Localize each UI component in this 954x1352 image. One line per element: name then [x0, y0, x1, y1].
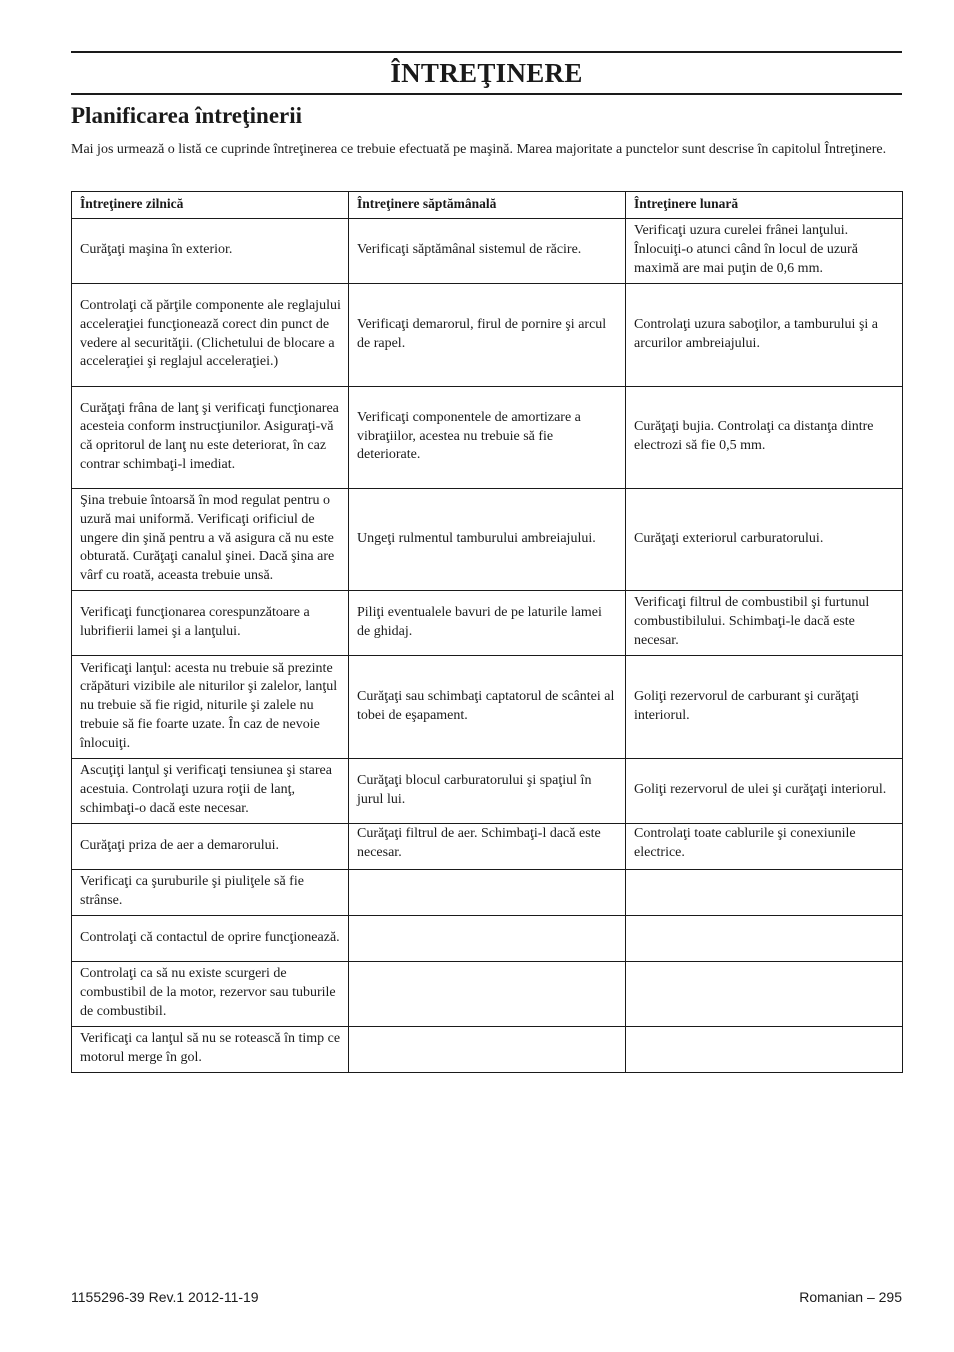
table-row: [72, 489, 903, 591]
cell-weekly: Verificaţi componentele de amortizare a vibraţiilor, acestea nu trebuie să fie deteriorate.: [349, 387, 626, 489]
table-row: [72, 387, 903, 489]
cell-monthly: Controlaţi uzura saboţilor, a tamburului şi a arcurilor ambreiajului.: [626, 284, 903, 387]
table-row: [72, 824, 903, 870]
cell-weekly: Verificaţi demarorul, firul de pornire şi arcul de rapel.: [349, 284, 626, 387]
subtitle: Planificarea întreţinerii: [71, 103, 303, 128]
cell-daily: Verificaţi lanţul: acesta nu trebuie să prezinte crăpături vizibile ale niturilor şi zalelor, lanţul nu trebuie să fie rigid, niturile şi zalele nu trebuie să fie foarte uzate. În caz de nevoie înlocuiţi.: [72, 656, 349, 759]
cell-daily: Curăţaţi maşina în exterior.: [72, 219, 349, 284]
footer-document-id: 1155296-39 Rev.1 2012-11-19: [71, 1289, 259, 1305]
cell-daily: Ascuţiţi lanţul şi verificaţi tensiunea şi starea acestuia. Controlaţi uzura roţii de lanţ, schimbaţi-o dacă este necesar.: [72, 759, 349, 824]
cell-monthly: [626, 870, 903, 916]
cell-monthly: [626, 1027, 903, 1073]
cell-daily: Curăţaţi priza de aer a demarorului.: [72, 824, 349, 870]
cell-monthly: Curăţaţi bujia. Controlaţi ca distanţa dintre electrozi să fie 0,5 mm.: [626, 387, 903, 489]
table-row: [72, 591, 903, 656]
cell-daily: Verificaţi funcţionarea corespunzătoare a lubrifierii lamei şi a lanţului.: [72, 591, 349, 656]
table-row: [72, 962, 903, 1027]
title-rule: [71, 93, 902, 95]
cell-daily: Şina trebuie întoarsă în mod regulat pentru o uzură mai uniformă. Verificaţi orificiul de ungere din şină pentru a vă asigura că nu este obturată. Curăţaţi canalul şinei. Dacă şina are vârf cu roată, aceasta trebuie unsă.: [72, 489, 349, 591]
cell-monthly: Verificaţi filtrul de combustibil şi furtunul combustibilului. Schimbaţi-le dacă este necesar.: [626, 591, 903, 656]
cell-weekly: [349, 962, 626, 1027]
cell-monthly: Goliţi rezervorul de ulei şi curăţaţi interiorul.: [626, 759, 903, 824]
header-row: [72, 192, 903, 219]
cell-monthly: Verificaţi uzura curelei frânei lanţului. Înlocuiţi-o atunci când în locul de uzură maximă are mai puţin de 0,6 mm.: [626, 219, 903, 284]
table-row: [72, 284, 903, 387]
cell-daily: Controlaţi că părţile componente ale reglajului acceleraţiei funcţionează corect din punct de vedere al securităţii. (Clichetului de blocare a acceleraţiei şi reglajul acceleraţiei.): [72, 284, 349, 387]
cell-daily: Controlaţi că contactul de oprire funcţionează.: [72, 916, 349, 962]
cell-weekly: Curăţaţi filtrul de aer. Schimbaţi-l dacă este necesar.: [349, 824, 626, 870]
intro-paragraph: Mai jos urmează o listă ce cuprinde întreţinerea ce trebuie efectuată pe maşină. Marea majoritate a punctelor sunt descrise în capitolul Întreţinere.: [71, 142, 887, 157]
cell-weekly: Verificaţi săptămânal sistemul de răcire.: [349, 219, 626, 284]
maintenance-schedule-table: [71, 191, 903, 1073]
cell-weekly: Ungeţi rulmentul tamburului ambreiajului.: [349, 489, 626, 591]
header-weekly: Întreţinere săptămânală: [349, 192, 626, 219]
table-row: [72, 916, 903, 962]
table-row: [72, 759, 903, 824]
cell-monthly: Controlaţi toate cablurile şi conexiunile electrice.: [626, 824, 903, 870]
table-row: [72, 219, 903, 284]
cell-daily: Curăţaţi frâna de lanţ şi verificaţi funcţionarea acesteia conform instrucţiunilor. Asiguraţi-vă că opritorul de lanţ nu este deteriorat, în caz contrar schimbaţi-l imediat.: [72, 387, 349, 489]
cell-monthly: [626, 916, 903, 962]
table-row: [72, 870, 903, 916]
cell-daily: Verificaţi ca lanţul să nu se rotească în timp ce motorul merge în gol.: [72, 1027, 349, 1073]
cell-weekly: Curăţaţi sau schimbaţi captatorul de scântei al tobei de eşapament.: [349, 656, 626, 759]
cell-monthly: [626, 962, 903, 1027]
header-monthly: Întreţinere lunară: [626, 192, 903, 219]
cell-weekly: [349, 916, 626, 962]
section-title: ÎNTREŢINERE: [390, 58, 583, 88]
top-rule: [71, 51, 902, 53]
cell-monthly: Goliţi rezervorul de carburant şi curăţaţi interiorul.: [626, 656, 903, 759]
cell-weekly: Curăţaţi blocul carburatorului şi spaţiul în jurul lui.: [349, 759, 626, 824]
cell-daily: Verificaţi ca şuruburile şi piuliţele să fie strânse.: [72, 870, 349, 916]
cell-weekly: [349, 1027, 626, 1073]
table-header: [72, 192, 903, 219]
table-row: [72, 656, 903, 759]
cell-weekly: [349, 870, 626, 916]
header-daily: Întreţinere zilnică: [72, 192, 349, 219]
table-row: [72, 1027, 903, 1073]
cell-daily: Controlaţi ca să nu existe scurgeri de combustibil de la motor, rezervor sau tuburile de combustibil.: [72, 962, 349, 1027]
cell-monthly: Curăţaţi exteriorul carburatorului.: [626, 489, 903, 591]
footer-page-number: Romanian – 295: [799, 1289, 902, 1305]
cell-weekly: Piliţi eventualele bavuri de pe laturile lamei de ghidaj.: [349, 591, 626, 656]
table-body: [72, 219, 903, 1073]
